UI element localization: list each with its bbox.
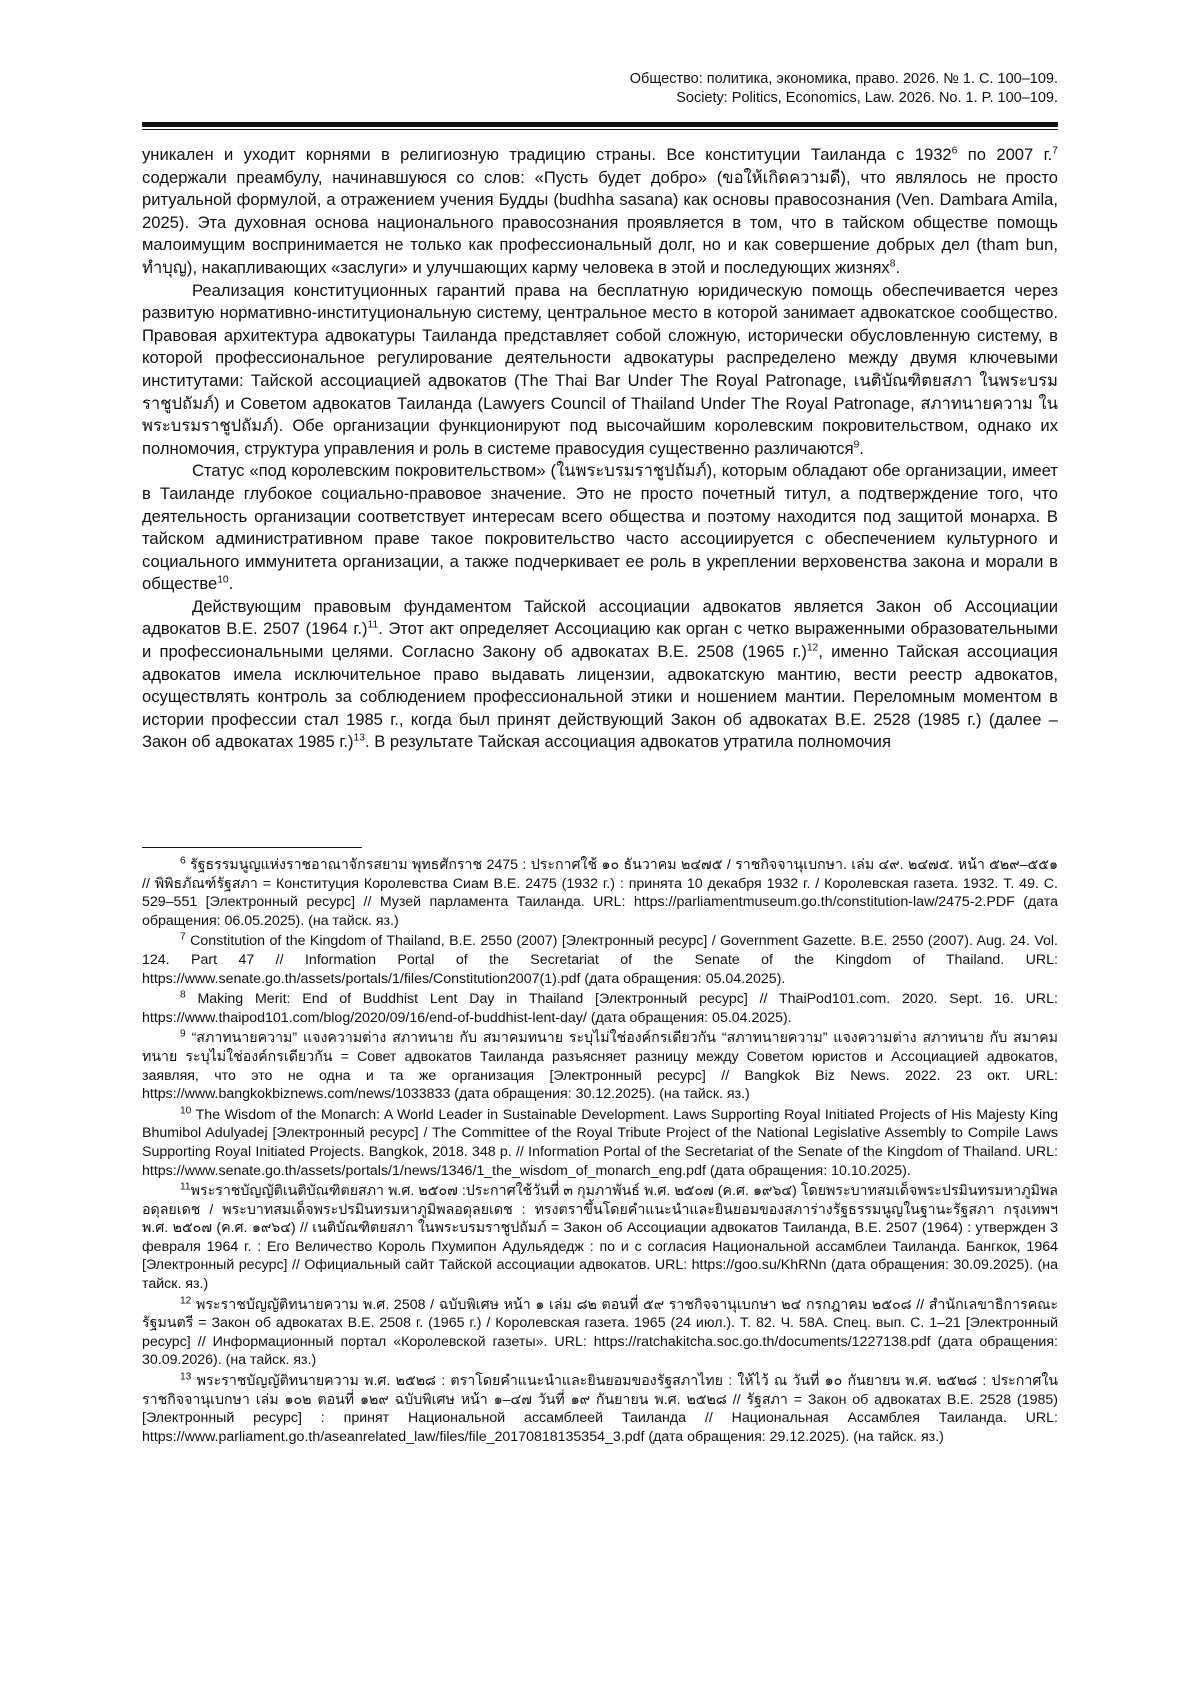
footnote-ref-8[interactable]: 8 xyxy=(889,258,896,270)
paragraph-1-text-b: по 2007 г. xyxy=(957,145,1053,164)
footnote-text: “สภาทนายความ” แจงความต่าง สภาทนาย กับ สมาคมทนาย ระบุไม่ใช่องค์กรเดียวกัน “สภาทนายความ” แจงความต่าง สภาทนาย กับ สมาคมทนาย ระบุไม่ใช่องค์กรเดียวกัน = Совет адвокатов Таиланда разъясняет разницу между Советом юристов и Ассоциацией адвокатов, заявляя, что это не одна и та же организация [Электронный ресурс] // Bangkok Biz News. 2022. 23 окт. URL: https://www.bangkokbiznews.com/news/1033833 (дата обращения: 30.12.2025). (на тайск. яз.) xyxy=(142,1030,1058,1103)
footnote xyxy=(142,1296,1058,1370)
footnote-text: Making Merit: End of Buddhist Lent Day in Thailand [Электронный ресурс] // ThaiPod101.com. 2020. Sept. 16. URL: https://www.thaipod101.com/blog/2020/09/16/end-of-buddhist-lent-day/ (дата обращения: 05.04.2025). xyxy=(142,991,1058,1026)
footnote-number: 13 xyxy=(180,1371,192,1383)
footnote-text: พระราชบัญญัติทนายความ พ.ศ. ๒๕๒๘ : ตราโดยคำแนะนำและยินยอมของรัฐสภาไทย : ให้ไว้ ณ วันที่ ๑๐ กันยายน พ.ศ. ๒๕๒๘ : ประกาศในราชกิจจานุเบกษา เล่ม ๑๐๒ ตอนที่ ๑๒๙ ฉบับพิเศษ หน้า ๑–๔๗ วันที่ ๑๙ กันยายน พ.ศ. ๒๕๒๘ // รัฐสภา = Закон об адвокатах B.E. 2528 (1985) [Электронный ресурс] : принят Национальной ассамблеей Таиланда // Национальная Ассамблея Таиланда. URL: https://www.parliament.go.th/aseanrelated_law/files/file_20170818135354_3.pdf (дата обращения: 29.12.2025). (на тайск. яз.) xyxy=(142,1373,1058,1445)
footnotes xyxy=(142,856,1058,1448)
footnote-ref-6[interactable]: 6 xyxy=(951,145,958,157)
footnote xyxy=(142,1106,1058,1180)
paragraph-4-text-a: Действующим правовым фундаментом Тайской ассоциации адвокатов является Закон об Ассоциации адвокатов B.E. 2507 (1964 г.) xyxy=(142,596,1058,639)
footnote-number: 10 xyxy=(180,1104,192,1116)
footnote-text: Constitution of the Kingdom of Thailand, B.E. 2550 (2007) [Электронный ресурс] / Government Gazette. B.E. 2550 (2007). Aug. 24. Vol. 124. Part 47 // Information Portal of the Secretariat of the Senate of the Kingdom of Thailand. URL: https://www.senate.go.th/assets/portals/1/files/Constitution2007(1).pdf (дата обращения: 05.04.2025). xyxy=(142,933,1058,987)
footnote-text: พระราชบัญญัติเนติบัณฑิตยสภา พ.ศ. ๒๕๐๗ :ประกาศใช้วันที่ ๓ กุมภาพันธ์ พ.ศ. ๒๕๐๗ (ค.ศ. ๑๙๖๔) โดยพระบาทสมเด็จพระปรมินทรมหาภูมิพลอดุลยเดช / พระบาทสมเด็จพระปรมินทรมหาภูมิพลอดุลยเดช : ทรงตราขึ้นโดยคำแนะนำและยินยอมของสภาร่างรัฐธรรมนูญในฐานะรัฐสภา กรุงเทพฯ พ.ศ. ๒๕๐๗ (ค.ศ. ๑๙๖๔) // เนติบัณฑิตยสภา ในพระบรมราชูปถัมภ์ = Закон об Ассоциации адвокатов Таиланда, B.E. 2507 (1964) : утвержден 3 февраля 1964 г. : Его Величество Король Пхумипон Адульядедж : по и с согласия Национальной ассамблеи Таиланда. Бангкок, 1964 [Электронный ресурс] // Официальный сайт Тайской ассоциации адвокатов. URL: https://goo.su/KhRNn (дата обращения: 30.09.2025). (на тайск. яз.) xyxy=(142,1183,1058,1293)
footnote xyxy=(142,932,1058,988)
paragraph-3 xyxy=(142,460,1058,596)
paragraph-2-text-a: Реализация конституционных гарантий права на бесплатную юридическую помощь обеспечивается через развитую нормативно-институциональную систему, центральное место в которой занимает адвокатское сообщество. Правовая архитектура адвокатуры Таиланда представляет собой сложную, исторически обусловленную систему, в которой профессиональное регулирование деятельности адвокатуры распределено между двумя ключевыми институтами: Тайской ассоциацией адвокатов (The Thai Bar Under The Royal Patronage, เนติบัณฑิตยสภา ในพระบรมราชูปถัมภ์) и Советом адвокатов Таиланда (Lawyers Council of Thailand Under The Royal Patronage, สภาทนายความ ในพระบรมราชูปถัมภ์). Обе организации функционируют под высочайшим королевским покровительством, однако их полномочия, структура управления и роль в системе правосудия существенно различаются xyxy=(142,280,1058,458)
header-rule-thick xyxy=(142,122,1058,127)
header-rule-thin xyxy=(142,129,1058,130)
footnote-ref-7[interactable]: 7 xyxy=(1052,145,1058,157)
footnote-ref-9[interactable]: 9 xyxy=(853,439,860,451)
paragraph-1-text-c: содержали преамбулу, начинавшуюся со слов: «Пусть будет добро» (ขอให้เกิดความดี), что являлось не просто ритуальной формулой, а отражением учения Будды (budhha sasana) как основы правосознания (Ven. Dambara Amila, 2025). Эта духовная основа национального правосознания проявляется в том, что в тайском обществе помощь малоимущим воспринимается не только как профессиональный долг, но и как совершение добрых дел (tham bun, ทำบุญ), накапливающих «заслуги» и улучшающих карму человека в этой и последующих жизнях xyxy=(142,167,1058,277)
paragraph-3-text-a: Статус «под королевским покровительством» (ในพระบรมราชูปถัมภ์), которым обладают обе организации, имеет в Таиланде глубокое социально-правовое значение. Это не просто почетный титул, а подтверждение того, что деятельность организации соответствует интересам всего общества и поэтому находится под защитой монарха. В тайском административном праве такое покровительство часто ассоциируется с обеспечением культурного и социального иммунитета организации, а также подчеркивает ее роль в укреплении верховенства закона и морали в обществе xyxy=(142,461,1058,594)
footnote-ref-12[interactable]: 12 xyxy=(806,642,819,654)
paragraph-4 xyxy=(142,596,1058,754)
running-header xyxy=(630,70,1058,108)
paragraph-2-text-b: . xyxy=(859,438,864,458)
footnote-number: 11 xyxy=(180,1181,191,1193)
footnote-number: 8 xyxy=(180,989,186,1001)
footnote-text: พระราชบัญญัติทนายความ พ.ศ. 2508 / ฉบับพิเศษ หน้า ๑ เล่ม ๘๒ ตอนที่ ๕๙ ราชกิจจานุเบกษา ๒๔ กรกฎาคม ๒๕๐๘ // สำนักเลขาธิการคณะรัฐมนตรี = Закон об адвокатах B.E. 2508 г. (1965 г.) / Королевская газета. 1965 (24 июл.). Т. 82. Ч. 58А. Спец. вып. С. 1–21 [Электронный ресурс] // Информационный портал «Королевской газеты». URL: https://ratchakitcha.soc.go.th/documents/1227138.pdf (дата обращения: 30.09.2026). (на тайск. яз.) xyxy=(142,1296,1058,1369)
paragraph-4-text-c: , именно Тайская ассоциация адвокатов имела исключительное право выдавать лицензии, адвокатскую мантию, вести реестр адвокатов, осуществлять контроль за соблюдением профессиональной этики и ношением мантии. Переломным моментом в истории профессии стал 1985 г., когда был принят действующий Закон об адвокатах B.E. 2528 (1985 г.) (далее – Закон об адвокатах 1985 г.) xyxy=(142,642,1058,752)
paragraph-2 xyxy=(142,280,1058,461)
paragraph-1-text-d: . xyxy=(895,257,901,277)
footnote xyxy=(142,990,1058,1027)
footnote xyxy=(142,1372,1058,1446)
paragraph-1 xyxy=(142,144,1058,280)
running-header-en: Society: Politics, Economics, Law. 2026. No. 1. P. 100–109. xyxy=(676,90,1058,106)
running-header-ru: Общество: политика, экономика, право. 2026. № 1. С. 100–109. xyxy=(629,71,1058,87)
paragraph-4-text-d: . В результате Тайская ассоциация адвокатов утратила полномочия xyxy=(364,732,891,752)
footnote xyxy=(142,1182,1058,1294)
footnote-ref-11[interactable]: 11 xyxy=(367,619,379,631)
footnote-ref-13[interactable]: 13 xyxy=(353,732,365,744)
paragraph-4-text-b: . Этот акт определяет Ассоциацию как орган с четко выраженными образовательными и профессиональными целями. Согласно Закону об адвокатах B.E. 2508 (1965 г.) xyxy=(142,619,1058,662)
footnote-text: รัฐธรรมนูญแห่งราชอาณาจักรสยาม พุทธศักราช 2475 : ประกาศใช้ ๑๐ ธันวาคม ๒๔๗๕ / ราชกิจจานุเบกษา. เล่ม ๔๙. ๒๔๗๕. หน้า ๕๒๙–๕๕๑ // พิพิธภัณฑ์รัฐสภา = Конституция Королевства Сиам B.E. 2475 (1932 г.) : принята 10 декабря 1932 г. / Королевская газета. 1932. Т. 49. С. 529–551 [Электронный ресурс] // Музей парламента Таиланда. URL: https://parliamentmuseum.go.th/constitution-law/2475-2.PDF (дата обращения: 06.05.2025). (на тайск. яз.) xyxy=(142,857,1058,929)
footnote-number: 12 xyxy=(180,1294,192,1306)
footnote-number: 9 xyxy=(180,1028,186,1040)
paragraph-1-text-a: уникален и уходит корнями в религиозную традицию страны. Все конституции Таиланда с 1932 xyxy=(142,145,952,164)
footnote-number: 7 xyxy=(180,931,186,943)
footnote xyxy=(142,856,1058,930)
paragraph-3-text-b: . xyxy=(228,574,234,594)
footnote-text: The Wisdom of the Monarch: A World Leader in Sustainable Development. Laws Supporting Royal Initiated Projects of His Majesty King Bhumibol Adulyadej [Электронный ресурс] / The Committee of the Royal Tribute Project of the National Legislative Assembly to Compile Laws Supporting Royal Initiated Projects. Bangkok, 2018. 348 p. // Information Portal of the Secretariat of the Senate of the Kingdom of Thailand. URL: https://www.senate.go.th/assets/portals/1/news/1346/1_the_wisdom_of_monarch_eng.pdf (дата обращения: 10.10.2025). xyxy=(142,1106,1058,1179)
footnote xyxy=(142,1029,1058,1103)
footnote-separator xyxy=(142,847,362,848)
footnote-number: 6 xyxy=(180,855,186,867)
footnote-ref-10[interactable]: 10 xyxy=(217,574,229,586)
main-text xyxy=(142,144,1058,754)
